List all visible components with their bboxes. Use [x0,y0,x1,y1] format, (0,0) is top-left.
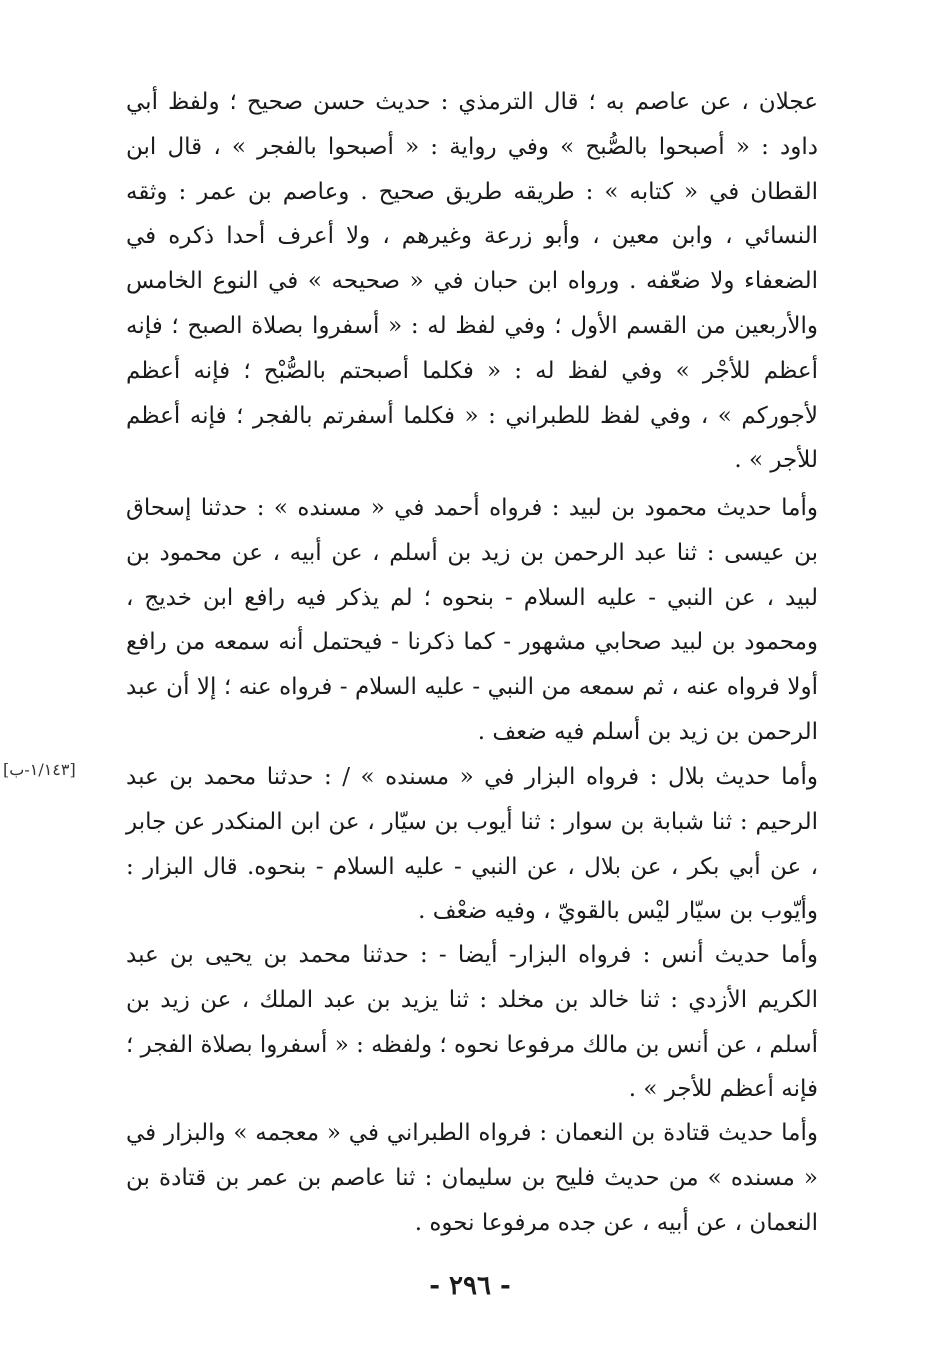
page-number: - ٢٩٦ - [429,1271,511,1301]
paragraph-2: وأما حديث محمود بن لبيد : فرواه أحمد في « مسنده » : حدثنا إسحاق بن عيسى : ثنا عبد الرحمن بن زيد بن أسلم ، عن أبيه ، عن محمود بن لبيد ، عن النبي - عليه السلام - بنحوه ؛ لم يذكر فيه رافع ابن خديج ، ومحمود بن لبيد صحابي مشهور - كما ذكرنا - فيحتمل أنه سمعه من رافع أولا فرواه عنه ، ثم سمعه من النبي - عليه السلام - فرواه عنه ؛ إلا أن عبد الرحمن بن زيد بن أسلم فيه ضعف . [126,495,818,745]
paragraph-3: وأما حديث بلال : فرواه البزار في « مسنده » / : حدثنا محمد بن عبد الرحيم : ثنا شبابة بن سوار : ثنا أيوب بن سيّار ، عن ابن المنكدر عن جابر ، عن أبي بكر ، عن بلال ، عن النبي - عليه السلام - بنحوه. قال البزار : وأيّوب بن سيّار ليْس بالقويّ ، وفيه ضعْف . [126,764,818,925]
paragraph-1: عجلان ، عن عاصم به ؛ قال الترمذي : حديث حسن صحيح ؛ ولفظ أبي داود : « أصبحوا بالصُّبح » وفي رواية : « أصبحوا بالفجر » ، قال ابن القطان في « كتابه » : طريقه طريق صحيح . وعاصم بن عمر : وثقه النسائي ، وابن معين ، وأبو زرعة وغيرهم ، ولا أعرف أحدا ذكره في الضعفاء ولا ضعّفه . ورواه ابن حبان في « صحيحه » في النوع الخامس والأربعين من القسم الأول ؛ وفي لفظ له : « أسفروا بصلاة الصبح ؛ فإنه أعظم للأجْر » وفي لفظ له : « فكلما أصبحتم بالصُّبْح ؛ فإنه أعظم لأجوركم » ، وفي لفظ للطبراني : « فكلما أسفرتم بالفجر ؛ فإنه أعظم للأجر » . [126,89,818,474]
paragraph-4: وأما حديث أنس : فرواه البزار- أيضا - : حدثنا محمد بن يحيى بن عبد الكريم الأزدي : ثنا خالد بن مخلد : ثنا يزيد بن عبد الملك ، عن زيد بن أسلم ، عن أنس بن مالك مرفوعا نحوه ؛ ولفظه : « أسفروا بصلاة الفجر ؛ فإنه أعظم للأجر » . [125,942,818,1103]
paragraph-5: وأما حديث قتادة بن النعمان : فرواه الطبراني في « معجمه » والبزار في « مسنده » من حديث فليح بن سليمان : ثنا عاصم بن عمر بن قتادة بن النعمان ، عن أبيه ، عن جده مرفوعا نحوه . [126,1120,818,1236]
manuscript-folio-marker: [١/١٤٣-ب] [3,760,76,779]
